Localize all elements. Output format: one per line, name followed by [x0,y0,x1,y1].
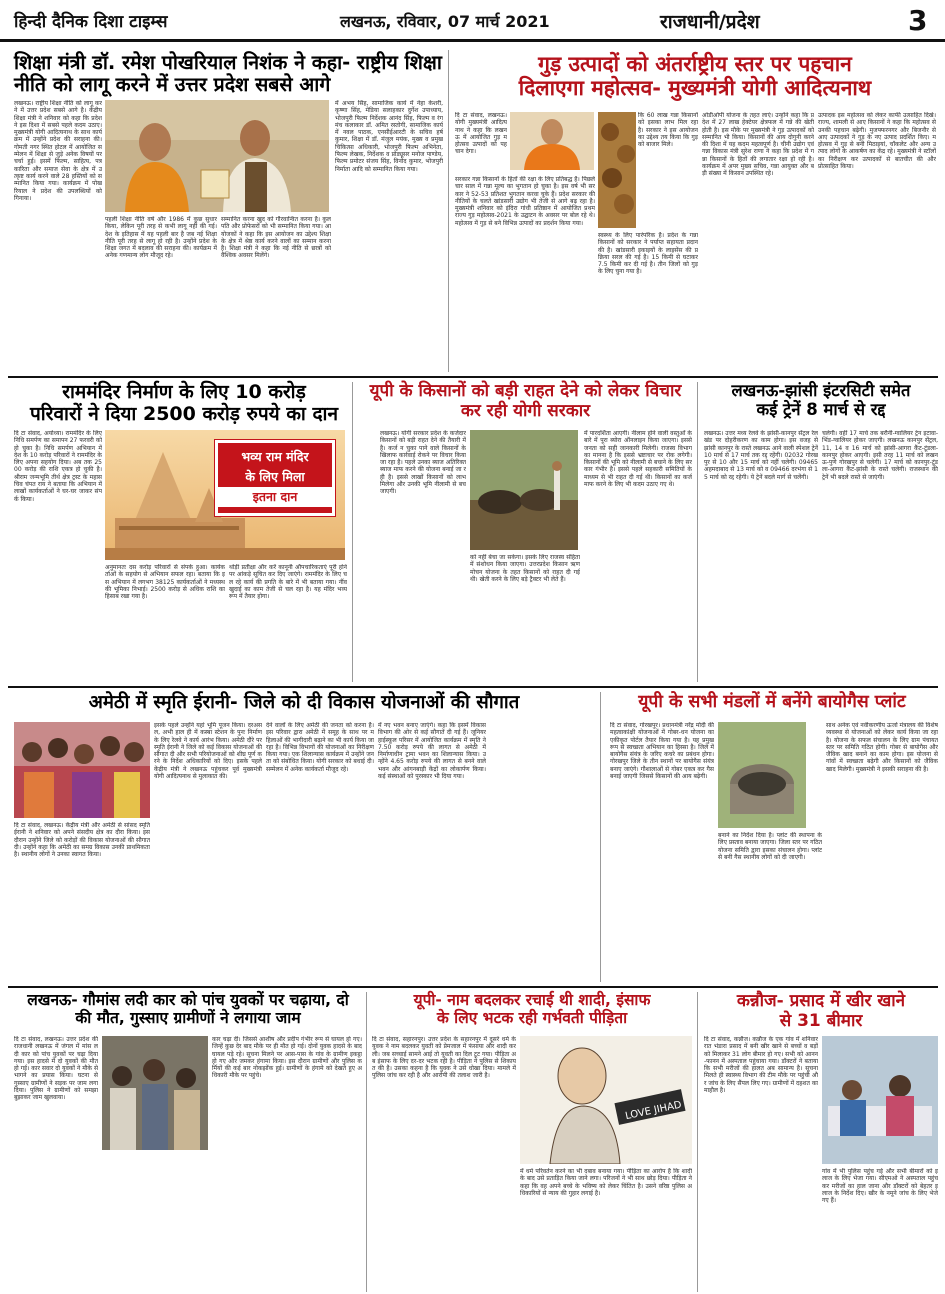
headline-line: शिक्षा मंत्री डॉ. रमेश पोखरियाल निशंक ने कहा- राष्ट्रीय शिक्षा [14,51,442,74]
banner-line: के लिए मिला [245,469,305,484]
article-text-jaggery-col2: स्वस्थ्य के लिए पारंपरिक है। प्रदेश के गन्ना किसानों को सरकार ने पर्याप्त सहायता प्रदान की है। खांडसारी इकाइयों के लाइसेंस की प्रक्रिया सरल की गई है। 15 किमी से घटाकर 7.5 किमी कर दी गई है। तीन जिलों को गुड़ के लिए चुना गया है। [598,232,698,276]
headline-line: परिवारों ने दिया 2500 करोड़ रुपये का दान [29,402,339,425]
headline-line: कन्नौज- प्रसाद में खीर खाने [736,991,906,1011]
crowd-image [14,722,150,818]
article-text-marriage-col2: में धर्म परिवर्तन करने का भी दबाव बनाया गया। पीड़िता का आरोप है कि शादी के बाद उसे प्रताड़ित किया जाने लगा। परिजनों ने भी साथ छोड़ दिया। पीड़िता ने कहा कि वह अपने बच्चे के भविष्य को लेकर चिंतित है। उसने वरिष्ठ पुलिस अधिकारियों से न्याय की गुहार लगाई है। [520,1168,692,1197]
illustration-image [520,1036,692,1164]
article-text-kheer-col1: दि टा संवाद, कन्नौज। कन्नौज के एक गांव में शनिवार रात भंडारा प्रसाद में बनी खीर खाने से बच्चों व बड़ों को मिलाकर 31 लोग बीमार हो गए। सभी को आनन-फानन में अस्पताल पहुंचाया गया। डॉक्टरों ने बताया कि सभी मरीजों की हालत अब सामान्य है। सूचना मिलते ही स्वास्थ्य विभाग की टीम मौके पर पहुंची और जांच के लिए सैंपल लिए गए। ग्रामीणों में दहशत का माहौल है। [704,1036,818,1095]
article-text-amethi-col4: में नए भवन बनाए जाएंगे। कहा कि इसमें विकास विभाग की ओर से कई सौगातें दी गई हैं। जूनियर हाईस्कूल परिसर में आयोजित कार्यक्रम में स्मृति ने 7.50 करोड़ रुपये की लागत से अमेठी में निर्माणाधीन ट्रामा भवन का शिलान्यास किया। उन्होंने 4.65 करोड़ रुपये की लागत से बनने वाले भवन और आंगनबाड़ी केंद्रों का लोकार्पण किया। कई संस्थाओं को पुरस्कार भी दिया गया। [378,722,486,781]
article-text-amethi-col1: दि टा संवाद, लखनऊ। केंद्रीय मंत्री और अमेठी से सांसद स्मृति ईरानी ने शनिवार को अपने संसदीय क्षेत्र का दौरा किया। इस दौरान उन्होंने जिले को करोड़ों की विकास योजनाओं की सौगात दी। उन्होंने कहा कि अमेठी का समग्र विकास उनकी प्राथमिकता है। स्थानीय लोगों ने उनका स्वागत किया। [14,822,150,859]
headline-line: नीति को लागू करने में उत्तर प्रदेश सबसे आगे [14,73,331,97]
jaggery-image [598,112,636,228]
article-text-education-col3: सम्मानित करना खुद को गौरवान्वित करना है। कुलपति और प्रोफेसरों को भी सम्मानित किया गया। आयोजकों ने कहा कि इस आयोजन का उद्देश्य शिक्षा के क्षेत्र में श्रेष्ठ कार्य करने वालों का सम्मान करना है। शिक्षा मंत्री ने कहा कि नई नीति से छात्रों को वैश्विक अवसर मिलेंगे। [221,216,331,260]
article-text-accident-col1: दि टा संवाद, लखनऊ। उत्तर प्रदेश की राजधानी लखनऊ में जंगल में मांस लदी कार को पांच युवकों पर चढ़ा दिया गया। इस हादसे में दो युवकों की मौत हो गई। कार सवार दो युवकों ने मौके से भागने का प्रयास किया। घटना से गुस्साए ग्रामीणों ने सड़क पर जाम लगा दिया। पुलिस ने ग्रामीणों को समझा बुझाकर जाम खुलवाया। [14,1036,98,1102]
article-text-jaggery-col3: ओडीओपी योजना के तहत लाएं। उन्होंने कहा कि प्रदेश में 27 लाख हेक्टेयर क्षेत्रफल में गन्ने की खेती होती है। इस मौके पर मुख्यमंत्री ने गुड़ उत्पादकों को सम्मानित भी किया। किसानों की आय दोगुनी करने की दिशा में यह कदम महत्वपूर्ण है। चीनी उद्योग एवं गन्ना विकास मंत्री सुरेश राणा ने कहा कि प्रदेश में गन्ना किसानों के हितों की लगातार रक्षा हो रही है। कार्यक्रम में अपर मुख्य सचिव, गन्ना आयुक्त और बड़ी संख्या में किसान उपस्थित रहे। [702,112,814,178]
issue-date: लखनऊ, रविवार, 07 मार्च 2021 [340,12,550,31]
headline-line: की मौत, गुस्साए ग्रामीणों ने लगाया जाम [75,1008,301,1027]
article-text-amethi-col3: देने वालों के लिए अमेठी की जनता को करना है। इस परिवार द्वारा अमेठी में समूह के साथ पर महिलाओं की भागीदारी बढ़ाने का भी कार्य किया जा रहा है। विभिन्न विभागों की योजनाओं का निरीक्षण किया गया। एक शिलान्यास कार्यक्रम में उन्होंने जनता को संबोधित किया। योगी सरकार को बधाई दी। सम्मेलन में अनेक कार्यकर्ता मौजूद रहे। [266,722,374,773]
crowd-photo [14,722,150,818]
hospital-photo [822,1036,938,1164]
illustration-label: LOVE JIHAD [624,1099,683,1123]
headline-trains-cancelled [704,382,938,420]
headline-line: गुड़ उत्पादों को अंतर्राष्ट्रीय स्तर पर पहचान [538,52,852,76]
column-divider [448,50,449,372]
masthead [0,0,945,42]
section-divider [8,986,938,988]
biogas-image [718,722,806,828]
column-divider [352,382,353,682]
column-divider [697,992,698,1292]
article-text-ram-mandir-col3: थोड़ी प्रतीक्षा और करें कानूनी औपचारिकताएं पूरी होने पर आंकड़े सूचित कर दिए जाएंगे। राममंदिर के लिए चल रहे कार्य की प्रगति के बारे में भी बताया गया। नींव खुदाई का काम तेजी से चल रहा है। यह मंदिर भव्य रूप में तैयार होगा। [229,564,347,601]
chief-minister-photo [510,112,594,170]
headline-ram-mandir [14,382,354,426]
article-text-education-col1: लखनऊ। राष्ट्रीय शिक्षा नीति को लागू करने में उत्तर प्रदेश सबसे आगे है। केंद्रीय शिक्षा मंत्री ने शनिवार को कहा कि प्रदेश ने इस दिशा में सबसे पहले कदम उठाए। मुख्यमंत्री योगी आदित्यनाथ के साथ कार्यक्रम में उन्होंने प्रदेश की सराहना की। गोमती नगर स्थित होटल में आयोजित सम्मेलन में शिक्षा से जुड़े अनेक विषयों पर चर्चा हुई। इसमें फिल्म, साहित्य, पत्रकारिता और समाज सेवा के क्षेत्र में उत्कृष्ट कार्य करने वाले 28 हस्तियों को सम्मानित किया गया। कार्यक्रम में पोखरियाल ने प्रदेश की उपलब्धियों को गिनाया। [14,100,102,202]
article-text-trains-col2: चलेगी। वहीं 17 मार्च तक बरौनी-ग्वालियर ट्रेन इटावा-भिंड-ग्वालियर होकर जाएगी। लखनऊ कानपुर सेंट्रल, 11, 14 व 16 मार्च को झांसी-आगरा कैंट-टूंडला-कानपुर होकर आएगी। इसी तरह 11 मार्च को लखनऊ-पुणे गोरखपुर से चलेगी। 17 मार्च को कानपुर-टूंडला-आगरा कैंट-झांसी के रास्ते चलेगी। राजस्थान की ट्रेनें भी बदले रास्ते से जाएंगी। [822,430,938,481]
article-text-biogas-col1: दि टा संवाद, गोरखपुर। प्रधानमंत्री नरेंद्र मोदी की महत्वाकांक्षी योजनाओं में गोबर-धन योजना का एकीकृत पोर्टल तैयार किया गया है। यह प्रमुख रूप से स्वच्छता अभियान का हिस्सा है। जिले में बायोगैस संयंत्र के जरिए कचरे का प्रबंधन होगा। गोरखपुर जिले के तीन स्थानों पर बायोगैस संयंत्र बनाए जाएंगे। गौशालाओं से गोबर एकत्र कर गैस बनाई जाएगी जिससे किसानों की आय बढ़ेगी। [610,722,714,781]
article-text-jaggery-col4: उत्पादक इस महोत्सव को लेकर काफी उत्साहित दिखे। राज्य, शामली से आए किसानों ने कहा कि महोत्सव से उनकी पहचान बढ़ेगी। मुजफ्फरनगर और बिजनौर से आए उत्पादकों ने गुड़ के नए उत्पाद प्रदर्शित किए। महोत्सव में गुड़ से बनी मिठाइयां, चॉकलेट और अन्य उत्पाद लोगों के आकर्षण का केंद्र रहे। मुख्यमंत्री ने स्टॉलों का निरीक्षण कर उत्पादकों से बातचीत की और प्रोत्साहित किया। [818,112,936,171]
headline-line: यूपी के किसानों को बड़ी राहत देने को लेकर विचार [369,381,682,401]
ministers-image [105,100,329,212]
article-text-trains-col1: लखनऊ। उत्तर मध्य रेलवे के झांसी-कानपुर सेंट्रल रेल खंड पर दोहरीकरण का काम होगा। इस वजह से झांसी कानपुर के रास्ते लखनऊ आने वाली स्पेशल ट्रेनें 10 मार्च से 17 मार्च तक रद्द रहेंगी। 02032 गोरखपुर से 10 और 15 मार्च को नहीं चलेगी। 09465 अहमदाबाद से 13 मार्च को व 09466 दरभंगा से 15 मार्च को रद्द रहेगी। ये ट्रेनें बदले मार्ग से चलेंगी। [704,430,818,481]
headline-biogas-plants: यूपी के सभी मंडलों में बनेंगे बायोगैस प्लांट [638,692,906,712]
article-text-biogas-col3: साथ अनेक एवं नवीकरणीय ऊर्जा मंत्रालय की विशेष व्यवस्था से योजनाओं को लेकर कार्य किया जा रहा है। योजना के सफल संचालन के लिए ग्राम पंचायत स्तर पर समिति गठित होगी। गोबर से बायोगैस और जैविक खाद बनाने का काम होगा। इस योजना से गांवों में स्वच्छता बढ़ेगी और किसानों को जैविक खाद मिलेगी। मुख्यमंत्री ने इसकी सराहना की है। [826,722,938,773]
headline-line: कई ट्रेनें 8 मार्च से रद्द [756,399,886,419]
love-jihad-illustration [520,1036,692,1164]
column-divider [366,992,367,1292]
page-number: 3 [908,4,928,37]
headline-line: लखनऊ-झांसी इंटरसिटी समेत [731,381,911,400]
headline-kheer-poisoning [704,992,938,1031]
headline-line: राममंदिर निर्माण के लिए 10 करोड़ [62,381,306,403]
headline-line: से 31 बीमार [779,1010,863,1031]
section-divider [8,686,938,688]
column-divider [600,692,601,982]
article-text-amethi-col2: इसके पहले उन्होंने यहां भूमि पूजन किया। दरअसल, अभी हाल ही में कस्बा स्टेशन के पुनः निर्माण के लिए रेलवे ने कार्य आरंभ किया। अमेठी दौरे पर स्मृति ईरानी ने जिले को कई विकास योजनाओं की सौगात दी और सभी परियोजनाओं को शीघ्र पूर्ण करने के निर्देश अधिकारियों को दिए। इसके पहले केंद्रीय मंत्री ने लखनऊ पहुंचकर पूर्व मुख्यमंत्री योगी आदित्यनाथ से मुलाकात की। [154,722,262,781]
villagers-image [102,1036,208,1150]
article-text-marriage-col1: दि टा संवाद, सहारनपुर। उत्तर प्रदेश के सहारनपुर में दूसरे धर्म के युवक ने नाम बदलकर युवती को प्रेमजाल में फंसाया और शादी कर ली। जब सच्चाई सामने आई तो युवती का दिल टूट गया। पीड़िता अब इंसाफ के लिए दर-दर भटक रही है। पीड़िता ने पुलिस से शिकायत की है। उसका कहना है कि युवक ने उसे धोखा दिया। मामले में पुलिस जांच कर रही है और आरोपी की तलाश जारी है। [372,1036,516,1080]
headline-line: के लिए भटक रही गर्भवती पीड़िता [436,1008,628,1027]
article-text-education-col4: में अभय सिंह, सामाजिक कार्य में नेहा केशरी, कृष्णा सिंह, मेडिया सलाहकार दुर्गेश उपाध्याय, भोजपुरी फिल्म निर्देशक आनंद सिंह, फिल्म व रंगमंच कलाकार डॉ. अमित रस्तोगी, सामाजिक कार्य में नवल पाठक, एनसीईआरटी के सचिव हर्ष कुमार, शिक्षा में डॉ. मंजुल मयंक, मुख्य व प्रमुख चिकित्सा अधिकारी, भोजपुरी फिल्म अभिनेता, फिल्म लेखक, निर्देशक व प्रोड्यूसर मनोज पाण्डेय, फिल्म प्रमोटर संजय सिंह, विनोद कुमार, भोजपुरी निर्माता आदि को सम्मानित किया गया। [335,100,443,173]
column-divider [697,382,698,682]
article-text-kheer-col2: गांव में भी पुलिस पहुंच गई और सभी बीमारों को इलाज के लिए भेजा गया। सीएमओ ने अस्पताल पहुंचकर मरीजों का हाल जाना और डॉक्टरों को बेहतर इलाज के निर्देश दिए। खीर के नमूने जांच के लिए भेजे गए हैं। [822,1168,938,1205]
headline-fake-marriage [372,992,692,1028]
section-name: राजधानी/प्रदेश [660,11,760,33]
headline-line: यूपी- नाम बदलकर रचाई थी शादी, इंसाफ [413,991,651,1009]
chief-minister-image [510,112,594,170]
headline-education-policy [14,52,444,97]
article-text-farmers-col1: लखनऊ। योगी सरकार प्रदेश के कर्जदार किसानों को बड़ी राहत देने की तैयारी में है। कर्ज न चुका पाने वाले किसानों के खिलाफ कार्रवाई रोकने पर विचार किया जा रहा है। पहले उनका ब्याज अतिरिक्त ब्याज माफ करने की योजना बनाई जा रही है। इससे लाखों किसानों को लाभ मिलेगा और उनकी भूमि नीलामी से बच जाएगी। [380,430,466,496]
article-text-biogas-col2: बनाने का निर्देश दिया है। प्लांट की स्थापना के लिए प्रस्ताव बनाया जाएगा। जिला स्तर पर गठित योजना समिति द्वारा इसका संचालन होगा। प्लांट से बनी गैस स्थानीय लोगों को दी जाएगी। [718,832,822,861]
donation-banner [215,440,335,516]
article-text-farmers-col2: को नहीं बेचा जा सकेगा। इसके लिए राजस्व संहिता में संशोधन किया जाएगा। उत्तरप्रदेश किसान ऋण मोचन योजना के तहत किसानों को राहत दी गई थी। खेती करने के लिए बड़े ट्रैक्टर भी लेते हैं। [470,554,580,583]
farmer-photo [470,430,578,550]
banner-line: इतना दान [218,487,332,507]
article-text-accident-col2: कार चढ़ा दी। जिससे आशीष और प्रदीप गंभीर रूप से घायल हो गए। जिन्हें कुछ देर बाद मौके पर ही मौत हो गई। दोनों युवक हादसे के बाद घायल पड़े रहे। सूचना मिलने पर आस-पास के गांव के ग्रामीण इकट्ठा हो गए और जमकर हंगामा किया। इस दौरान ग्रामीणों और पुलिस कर्मियों की कई बार नोकझोंक हुई। ग्रामीणों के हंगामे को देखते हुए अधिकारी मौके पर पहुंचे। [212,1036,362,1080]
headline-jaggery-festival [455,52,935,100]
article-text-education-col2: पहली शिक्षा नीति वर्ष और 1986 में कुछ सुधार किया, लेकिन पूरी तरह से कभी लागू नहीं की गई। देश के इतिहास में यह पहली बार है जब नई शिक्षा नीति पूरी तरह से लागू हो रही है। उन्होंने प्रदेश के शिक्षा जगत में बदलाव की सराहना की। कार्यक्रम में अनेक गणमान्य लोग मौजूद रहे। [105,216,217,260]
headline-farmers-relief [358,382,693,421]
protest-photo [102,1036,208,1150]
headline-line: कर रही योगी सरकार [460,400,591,421]
article-text-jaggery-col1: सरकार गन्ना किसानों के हितों की रक्षा के लिए प्रतिबद्ध है। पिछले चार साल में गन्ना मूल्य का भुगतान हो चुका है। इस वर्ष भी सरकार ने 52-53 प्रतिशत भुगतान करवा चुके हैं। प्रदेश सरकार की नीतियों के चलते खांडसारी उद्योग भी तेजी से आगे बढ़ रहा है। मुख्यमंत्री शनिवार को इंदिरा गांधी प्रतिष्ठान में आयोजित प्रथम राज्य गुड़ महोत्सव-2021 के उद्घाटन के अवसर पर बोल रहे थे। महोत्सव में गुड़ से बने विभिन्न उत्पादों का प्रदर्शन किया गया। [455,176,595,227]
article-text-jaggery-intro: दि टा संवाद, लखनऊ। योगी मुख्यमंत्री आदित्यनाथ ने कहा कि लखनऊ में आयोजित गुड़ महोत्सव उत्पादों को पहचान देगा। [455,112,507,156]
farmer-plough-image [470,430,578,550]
ministers-photo [105,100,329,212]
jaggery-photo [598,112,636,228]
headline-car-accident [14,992,362,1028]
headline-line: दिलाएगा महोत्सव- मुख्यमंत्री योगी आदित्यनाथ [518,76,872,101]
paper-name: हिन्दी दैनिक दिशा टाइम्स [14,12,168,32]
article-text-ram-mandir-col1: दि टा संवाद, अयोध्या। राममंदिर के लिए निधि समर्पण का समापन 27 फरवरी को हो चुका है। निधि समर्पण अभियान में देश के 10 करोड़ परिवारों ने राममंदिर के लिए अपना सहयोग दिया। अब तक 2500 करोड़ की राशि एकत्र हो चुकी है। श्रीराम जन्मभूमि तीर्थ क्षेत्र ट्रस्ट के महासचिव चंपत राय ने बताया कि अभियान में लाखों कार्यकर्ताओं ने घर-घर जाकर संपर्क किया। [14,430,102,503]
banner-line: भव्य राम मंदिर [241,449,309,464]
patients-image [822,1036,938,1164]
article-text-jaggery-col2a: कि 60 लाख गन्ना किसानों को इसका लाभ मिल रहा है। सरकार ने इस आयोजन का उद्देश्य तय किया कि गुड़ को बाजार मिले। [638,112,698,149]
section-divider [8,376,938,378]
headline-smriti-irani: अमेठी में स्मृति ईरानी- जिले को दी विकास योजनाओं की सौगात [88,692,520,713]
headline-line: लखनऊ- गौमांस लदी कार को पांच युवकों पर चढ़ाया, दो [27,991,349,1009]
article-text-ram-mandir-col2: अनुमानतः दस करोड़ परिवारों से संपर्क हुआ। कार्यकर्ताओं के सहयोग से अभियान सफल रहा। बताया कि इस अभियान में लगभग 38125 कार्यकर्ताओं ने मध्यस्थ की भूमिका निभाई। 2500 करोड़ से अधिक राशि का हिसाब रखा गया है। [105,564,225,601]
biogas-plant-photo [718,722,806,828]
article-text-farmers-col3: में पारदर्शिता आएगी। नीलाम होने वाली वस्तुओं के बारे में पूरा ब्योरा ऑनलाइन किया जाएगा। इससे जनता को सही जानकारी मिलेगी। राजस्व विभाग का मानना है कि इससे भ्रष्टाचार पर रोक लगेगी। किसानों की भूमि को नीलामी से बचाने के लिए सरकार गंभीर है। इससे पहले सहकारी समितियों के माध्यम से भी राहत दी गई थी। किसानों का कर्ज माफ करने के लिए भी कदम उठाए गए थे। [584,430,692,489]
